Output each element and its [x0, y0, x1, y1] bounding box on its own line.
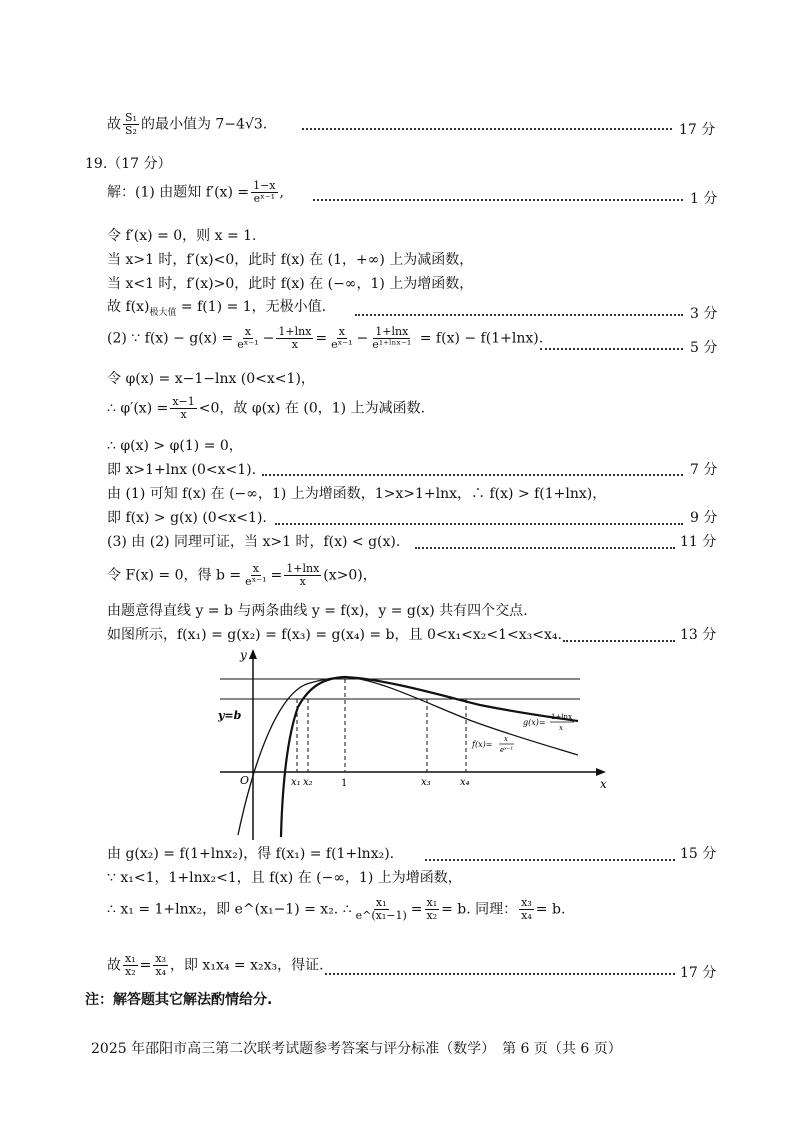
- fraction: [243, 563, 268, 588]
- score-label: 1 分: [690, 191, 718, 207]
- proof-line: [107, 953, 324, 978]
- text-line: 即 f(x) > g(x) (0<x<1).: [107, 510, 267, 526]
- numerator: x₃: [155, 952, 166, 965]
- numerator: x−1: [172, 395, 195, 408]
- origin-label: O: [240, 774, 250, 787]
- numerator: x: [252, 562, 259, 575]
- text: (x>0)，: [323, 567, 377, 584]
- fraction: [370, 326, 413, 351]
- fraction: [153, 953, 168, 978]
- text: = f(x) − f(1+lnx).: [415, 330, 544, 347]
- denominator: e^(x₁−1): [355, 909, 407, 922]
- fraction: [123, 953, 138, 978]
- denominator: e¹⁺ˡⁿˣ⁻¹: [372, 338, 412, 351]
- leader-dots: [325, 973, 675, 975]
- f-label: f(x)=: [472, 740, 493, 749]
- numerator: x₁: [426, 896, 438, 909]
- denominator: x: [299, 575, 306, 588]
- denominator: eˣ⁻¹: [245, 575, 267, 588]
- text: 令 F(x) = 0，得 b =: [107, 567, 242, 584]
- numerator: 1−x: [253, 179, 276, 192]
- score-label: 17 分: [680, 965, 717, 981]
- numerator: x: [244, 325, 252, 338]
- fraction: [425, 897, 440, 922]
- text: =: [315, 330, 328, 347]
- text-line: 令 f′(x) = 0，则 x = 1.: [107, 228, 257, 244]
- numerator: S₁: [125, 111, 137, 124]
- page-footer: 2025 年邵阳市高三第二次联考试题参考答案与评分标准（数学） 第 6 页（共 6 页）: [91, 1041, 622, 1057]
- fraction: [276, 326, 313, 351]
- text: ∴ φ′(x) =: [107, 400, 169, 417]
- tick-1: 1: [341, 778, 348, 789]
- score-label: 5 分: [690, 340, 718, 356]
- x-axis-arrow: [596, 768, 606, 776]
- tick-x2: x₂: [303, 777, 313, 788]
- tick-x3: x₃: [421, 777, 431, 788]
- conclusion-line: [107, 897, 565, 922]
- function-graph: [210, 645, 615, 840]
- score-label: 7 分: [690, 462, 718, 478]
- text: = b.: [535, 901, 566, 918]
- derivative-line: [107, 180, 284, 205]
- leader-dots: [302, 128, 672, 130]
- score-label: 9 分: [690, 510, 718, 526]
- f-label-den: eˣ⁻¹: [500, 746, 514, 754]
- denominator: x₄: [155, 965, 166, 978]
- g-label-num: 1+lnx: [551, 713, 573, 721]
- leader-dots: [262, 474, 683, 476]
- text: −: [356, 330, 369, 347]
- min-value-line: [107, 112, 267, 137]
- leader-dots: [313, 199, 683, 201]
- fraction: [251, 180, 277, 205]
- text: 的最小值为 7−4√3.: [140, 116, 268, 133]
- text: 故 f(x): [107, 299, 150, 315]
- tick-x1: x₁: [291, 777, 301, 788]
- text-line: 当 x>1 时，f′(x)<0，此时 f(x) 在 (1，+∞) 上为减函数，: [107, 252, 474, 268]
- g-label: g(x)=: [523, 718, 546, 727]
- text: ,: [279, 184, 284, 201]
- numerator: x₃: [521, 896, 532, 909]
- text-line: 如图所示，f(x₁) = g(x₂) = f(x₃) = g(x₄) = b，且 0<x₁<x₂<1<x₃<x₄.: [107, 627, 562, 643]
- denominator: x: [291, 338, 298, 351]
- text: 故: [107, 116, 121, 133]
- text: <0，故 φ(x) 在 (0，1) 上为减函数.: [198, 400, 426, 417]
- tick-x4: x₄: [460, 777, 470, 788]
- fraction: [519, 897, 534, 922]
- leader-dots: [355, 314, 683, 316]
- text-line: (3) 由 (2) 同理可证，当 x>1 时，f(x) < g(x).: [107, 534, 401, 550]
- x-axis-label: x: [600, 777, 607, 791]
- difference-line: [107, 326, 543, 351]
- text-line: 由题意得直线 y = b 与两条曲线 y = f(x)，y = g(x) 共有四个交点.: [107, 603, 528, 619]
- denominator: x₄: [521, 909, 532, 922]
- text: = f(1) = 1，无极小值.: [176, 299, 327, 315]
- leader-dots: [540, 348, 683, 350]
- score-label: 13 分: [680, 627, 717, 643]
- numerator: 1+lnx: [286, 562, 320, 575]
- question-header: 19.（17 分）: [85, 156, 172, 172]
- max-value-line: [107, 298, 326, 322]
- fraction: [170, 396, 196, 421]
- text: =: [139, 957, 152, 974]
- numerator: 1+lnx: [278, 325, 312, 338]
- leader-dots: [275, 523, 683, 525]
- score-label: 11 分: [680, 534, 717, 550]
- f-label-num: x: [504, 735, 508, 743]
- f-curve: [238, 677, 578, 835]
- text: ，即 x₁x₄ = x₂x₃，得证.: [169, 957, 324, 974]
- text: 解：(1) 由题知 f′(x) =: [107, 184, 250, 201]
- score-label: 3 分: [690, 306, 718, 322]
- g-curve: [281, 677, 578, 837]
- denominator: eˣ⁻¹: [237, 338, 259, 351]
- phi-derivative-line: [107, 396, 425, 421]
- y-axis-arrow: [249, 649, 257, 659]
- text-line: 由 g(x₂) = f(1+lnx₂)，得 f(x₁) = f(1+lnx₂).: [107, 846, 395, 862]
- text: =: [270, 567, 283, 584]
- text-line: 令 φ(x) = x−1−lnx (0<x<1)，: [107, 371, 315, 387]
- text-line: 即 x>1+lnx (0<x<1).: [107, 462, 257, 478]
- leader-dots: [425, 859, 675, 861]
- g-label-den: x: [559, 724, 563, 732]
- text-line: 由 (1) 可知 f(x) 在 (−∞，1) 上为增函数，1>x>1+lnx，∴ f(x) > f(1+lnx)，: [107, 486, 607, 502]
- text-line: ∴ φ(x) > φ(1) = 0，: [107, 438, 243, 454]
- denominator: x₂: [426, 909, 438, 922]
- text: 故: [107, 957, 121, 974]
- denominator: x₂: [125, 965, 136, 978]
- text: −: [262, 330, 275, 347]
- b-label: y=b: [218, 709, 242, 722]
- numerator: 1+lnx: [375, 325, 409, 338]
- numerator: x₁: [125, 952, 136, 965]
- leader-dots: [563, 640, 675, 642]
- numerator: x₁: [375, 896, 387, 909]
- denominator: eˣ⁻¹: [331, 338, 353, 351]
- ratio-fraction: [123, 112, 139, 137]
- denominator: S₂: [125, 124, 137, 137]
- text: = b. 同理：: [441, 901, 518, 918]
- text: (2) ∵ f(x) − g(x) =: [107, 330, 234, 347]
- fraction: [235, 326, 260, 351]
- numerator: x: [338, 325, 345, 338]
- leader-dots: [415, 547, 675, 549]
- score-label: 17 分: [679, 122, 716, 138]
- fraction: [284, 563, 321, 588]
- fraction: [329, 326, 354, 351]
- text: ∴ x₁ = 1+lnx₂，即 e^(x₁−1) = x₂. ∴: [107, 901, 352, 918]
- fraction: [354, 897, 409, 922]
- text-line: ∵ x₁<1，1+lnx₂<1，且 f(x) 在 (−∞，1) 上为增函数，: [107, 870, 462, 886]
- text: =: [410, 901, 423, 918]
- subscript: 极大值: [149, 307, 177, 318]
- denominator: eˣ⁻¹: [253, 192, 275, 205]
- F-zero-line: [107, 563, 377, 588]
- text-line: 当 x<1 时，f′(x)>0，此时 f(x) 在 (−∞，1) 上为增函数，: [107, 276, 474, 292]
- y-axis-label: y: [240, 648, 247, 662]
- denominator: x: [180, 408, 187, 421]
- grading-note: 注：解答题其它解法酌情给分.: [85, 992, 273, 1008]
- score-label: 15 分: [680, 846, 717, 862]
